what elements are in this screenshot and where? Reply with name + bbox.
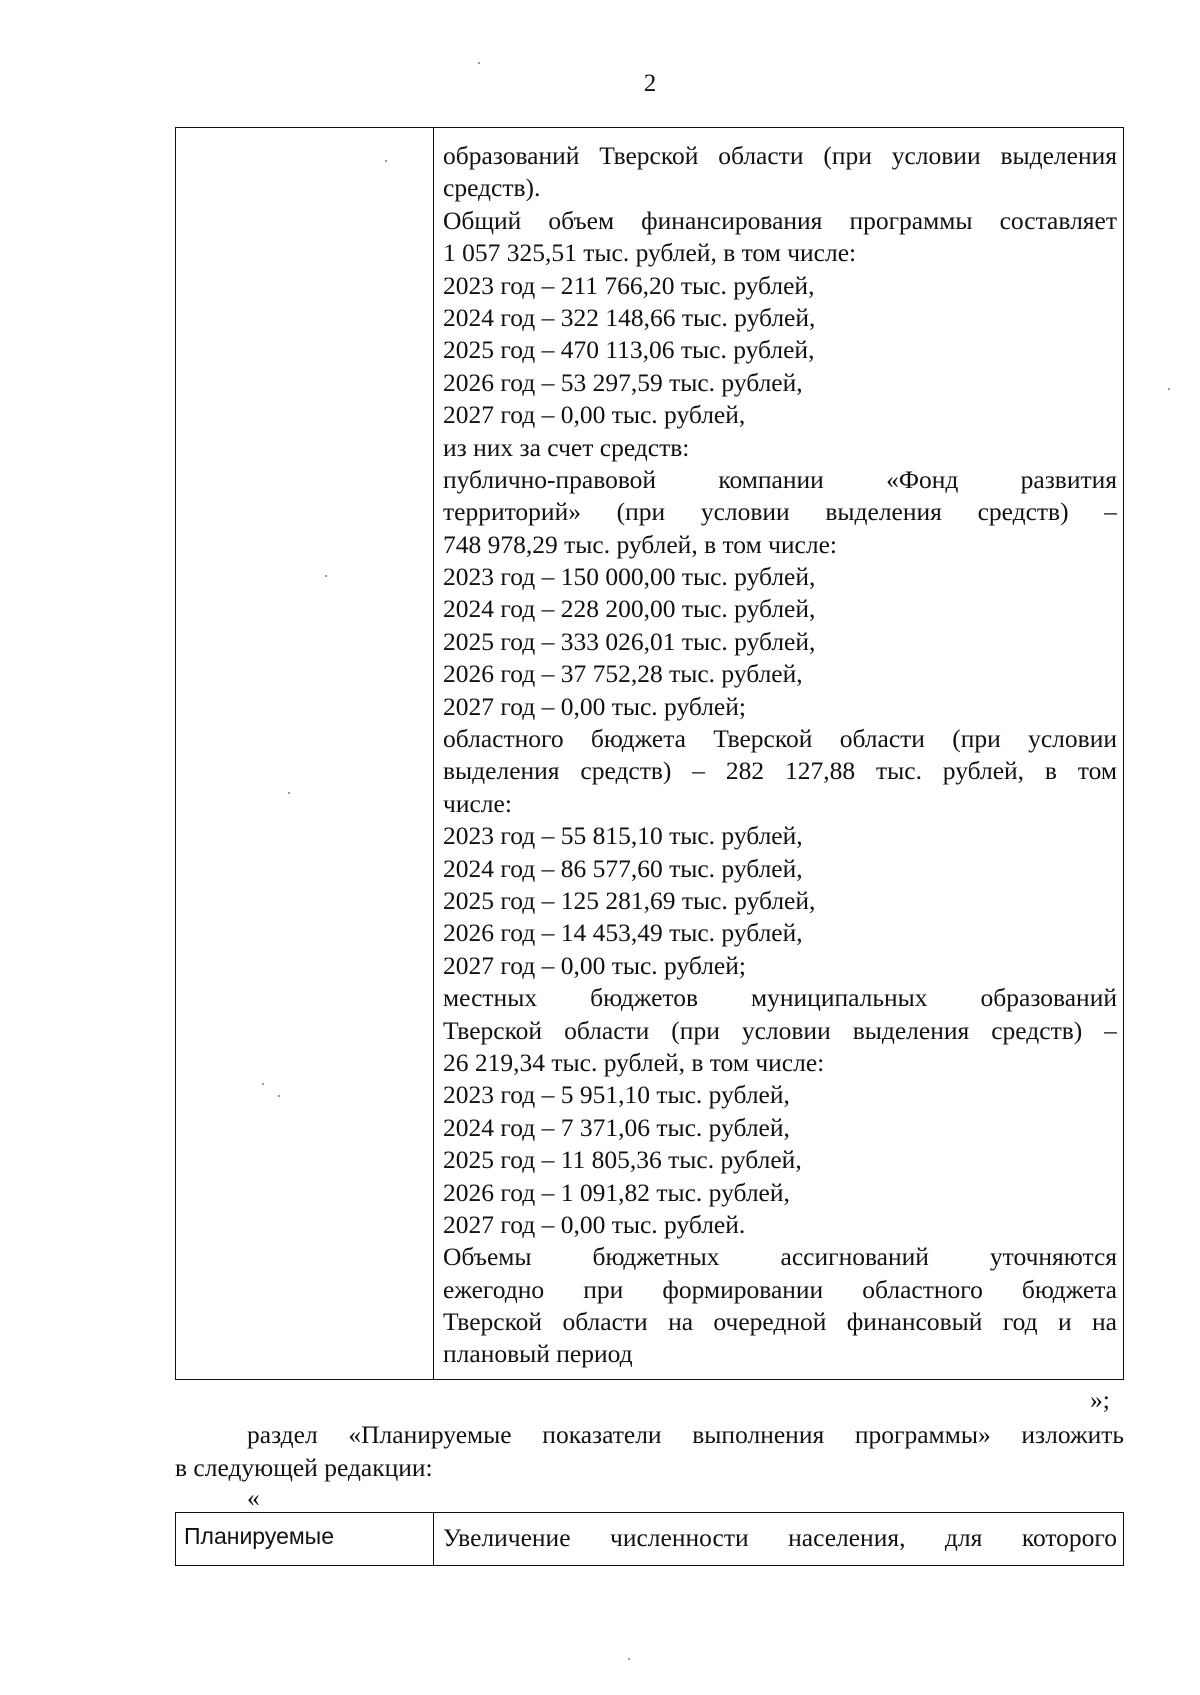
- funding-line: 2026 год – 37 752,28 тыс. рублей,: [443, 659, 803, 689]
- funding-line: Тверской области на очередной финансовый год и на: [443, 1307, 1117, 1337]
- scan-speck: [385, 160, 387, 162]
- funding-line: местных бюджетов муниципальных образований: [443, 983, 1117, 1013]
- scan-speck: [278, 1095, 280, 1097]
- page-number: 2: [643, 70, 657, 97]
- funding-line: образований Тверской области (при условии выделения: [443, 141, 1117, 170]
- scan-speck: [628, 1658, 630, 1660]
- funding-line: 1 057 325,51 тыс. рублей, в том числе:: [443, 238, 857, 268]
- funding-line: 2024 год – 228 200,00 тыс. рублей,: [443, 594, 816, 624]
- funding-line: 2025 год – 470 113,06 тыс. рублей,: [443, 335, 815, 365]
- scan-speck: [1168, 388, 1170, 390]
- funding-line: 2025 год – 333 026,01 тыс. рублей,: [443, 626, 816, 656]
- paragraph-line-2: в следующей редакции:: [175, 1453, 433, 1482]
- funding-line: выделения средств) – 282 127,88 тыс. рублей, в том: [443, 756, 1117, 786]
- funding-line: Тверской области (при условии выделения средств) –: [443, 1015, 1117, 1045]
- indicators-label-cell: Планируемые: [184, 1523, 334, 1549]
- funding-text-cell: [443, 140, 1117, 1371]
- funding-line: 748 978,29 тыс. рублей, в том числе:: [443, 529, 837, 559]
- funding-line: 2027 год – 0,00 тыс. рублей.: [443, 1209, 746, 1239]
- funding-line: 2023 год – 5 951,10 тыс. рублей,: [443, 1080, 790, 1110]
- funding-line: 2026 год – 14 453,49 тыс. рублей,: [443, 918, 803, 948]
- funding-line: ежегодно при формировании областного бюджета: [443, 1274, 1117, 1304]
- funding-line: 2027 год – 0,00 тыс. рублей;: [443, 950, 746, 980]
- funding-line: Общий объем финансирования программы составляет: [443, 205, 1117, 235]
- funding-line: 2024 год – 322 148,66 тыс. рублей,: [443, 302, 816, 332]
- funding-line: публично-правовой компании «Фонд развития: [443, 464, 1117, 494]
- funding-line: 2026 год – 53 297,59 тыс. рублей,: [443, 367, 803, 397]
- funding-line: 2023 год – 211 766,20 тыс. рублей,: [443, 270, 815, 300]
- funding-line: 2025 год – 125 281,69 тыс. рублей,: [443, 885, 816, 915]
- funding-line: 2027 год – 0,00 тыс. рублей;: [443, 691, 746, 721]
- funding-line: 2024 год – 86 577,60 тыс. рублей,: [443, 853, 803, 883]
- funding-table: [175, 127, 1124, 1380]
- funding-line: территорий» (при условии выделения средств) –: [443, 497, 1117, 527]
- funding-line: областного бюджета Тверской области (при условии: [443, 724, 1117, 754]
- indicators-text-cell: Увеличение численности населения, для которого: [443, 1523, 1117, 1552]
- opening-quote-mark: «: [247, 1483, 260, 1512]
- funding-line: 2027 год – 0,00 тыс. рублей,: [443, 400, 746, 430]
- funding-line: средств).: [443, 173, 541, 203]
- scan-speck: [288, 792, 290, 794]
- funding-line: плановый период: [443, 1339, 633, 1369]
- funding-line: 2026 год – 1 091,82 тыс. рублей,: [443, 1177, 790, 1207]
- funding-line: 2023 год – 150 000,00 тыс. рублей,: [443, 562, 816, 592]
- closing-quote-mark: »;: [1090, 1385, 1110, 1414]
- scan-speck: [478, 62, 480, 64]
- indicators-table: [175, 1512, 1124, 1566]
- funding-line: 26 219,34 тыс. рублей, в том числе:: [443, 1047, 825, 1077]
- amendment-paragraph: [175, 1418, 1124, 1484]
- funding-line: числе:: [443, 788, 512, 818]
- paragraph-line-1: раздел «Планируемые показатели выполнения программы» изложить: [247, 1420, 1124, 1449]
- table-column-divider: [433, 128, 434, 1379]
- funding-line: из них за счет средств:: [443, 432, 690, 462]
- funding-line: Объемы бюджетных ассигнований уточняются: [443, 1242, 1117, 1272]
- funding-line: 2024 год – 7 371,06 тыс. рублей,: [443, 1112, 790, 1142]
- funding-line: 2025 год – 11 805,36 тыс. рублей,: [443, 1145, 802, 1175]
- scan-speck: [262, 1083, 264, 1085]
- funding-line: 2023 год – 55 815,10 тыс. рублей,: [443, 821, 803, 851]
- table-column-divider: [433, 1513, 434, 1565]
- scan-speck: [325, 575, 327, 577]
